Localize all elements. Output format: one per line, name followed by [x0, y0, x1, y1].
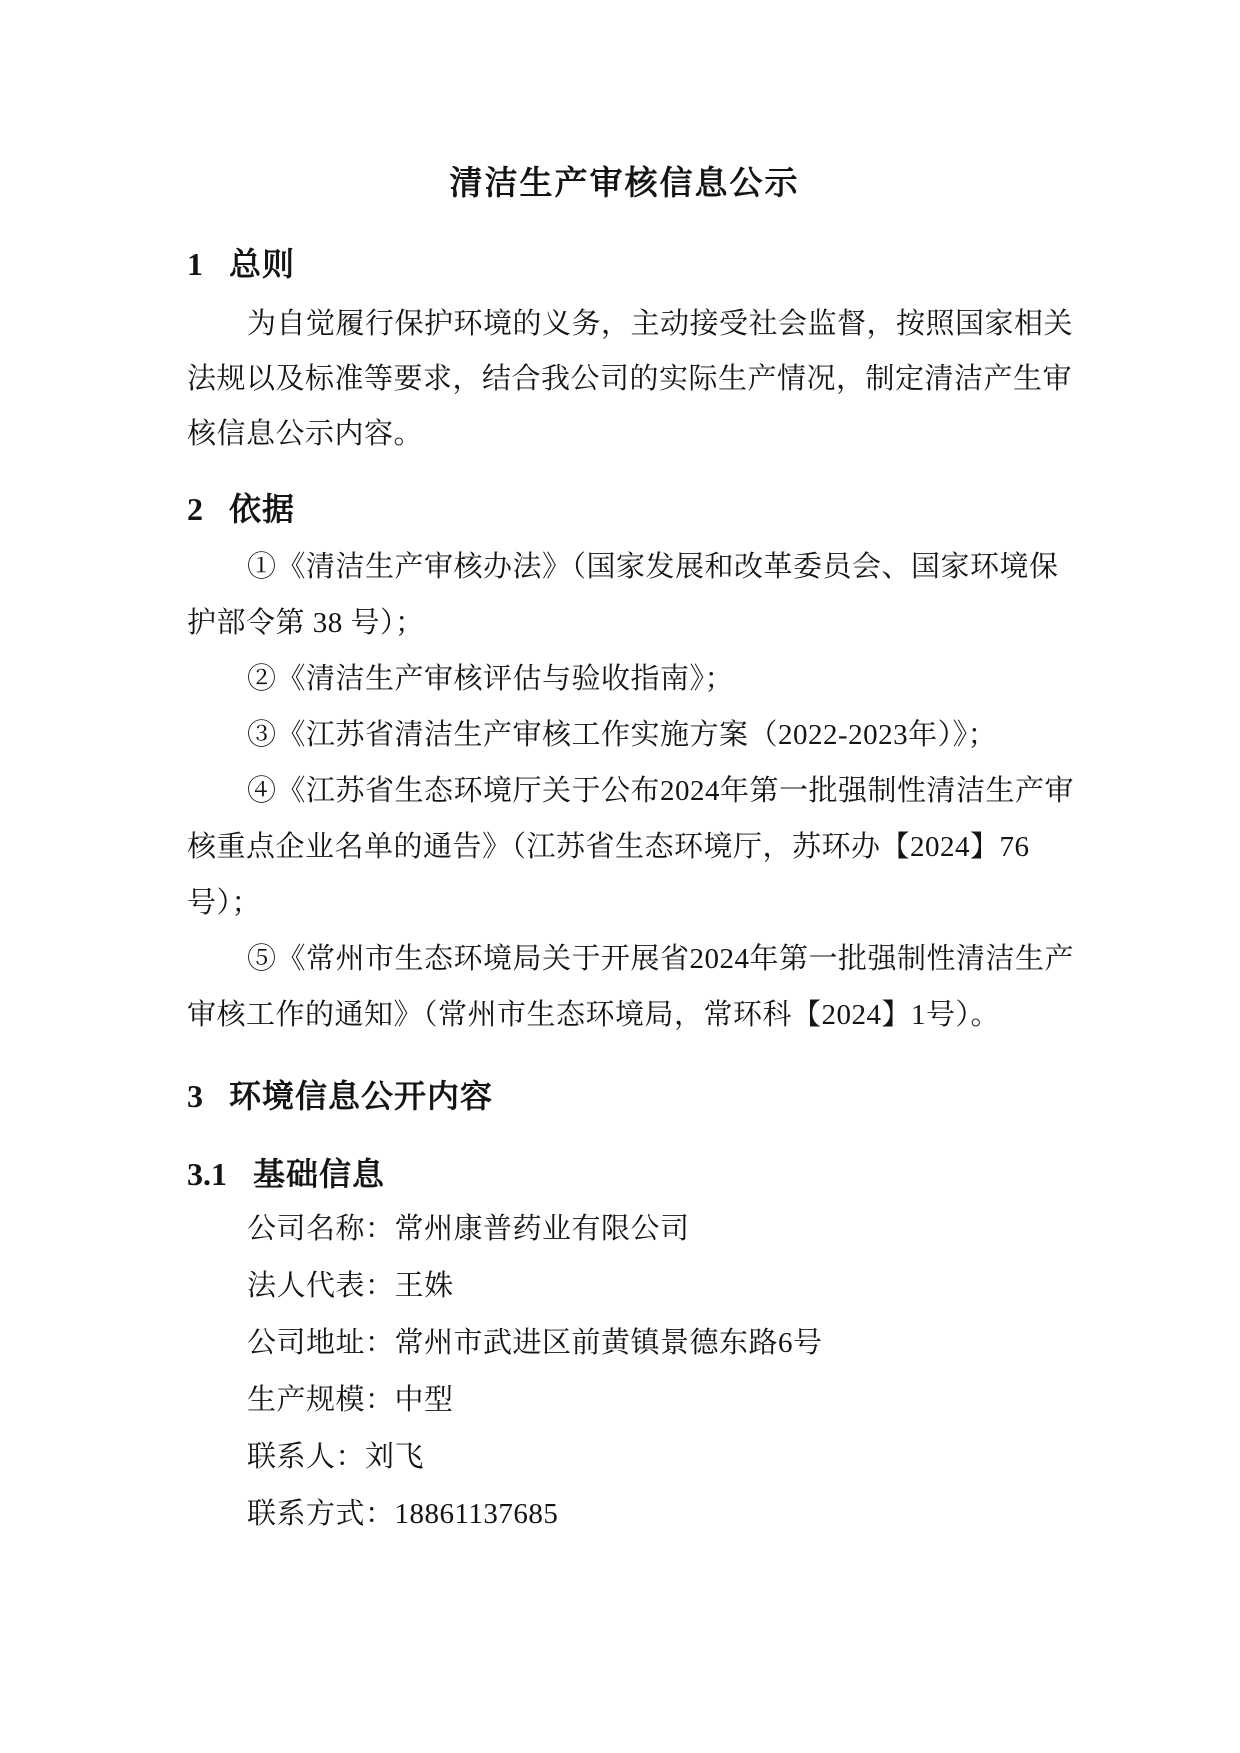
section-2-heading [187, 491, 1062, 527]
section-1-paragraph [187, 297, 1074, 462]
info-line-contact-person: 联系人：刘飞 [247, 1441, 425, 1473]
section-3-1-heading [187, 1156, 1062, 1192]
paragraph-line: 核信息公示内容。 [187, 418, 424, 450]
section-2-number: 2 [187, 491, 203, 527]
section-1-title: 总则 [229, 246, 296, 282]
company-info-list [187, 1201, 1062, 1543]
basis-line: ③《江苏省清洁生产审核工作实施方案（2022-2023年）》； [247, 719, 998, 751]
section-2-title: 依据 [229, 491, 296, 527]
info-line-company-address: 公司地址：常州市武进区前黄镇景德东路6号 [247, 1327, 823, 1359]
basis-line: 护部令第 38 号）； [187, 607, 425, 639]
info-line-company-name: 公司名称：常州康普药业有限公司 [247, 1213, 690, 1245]
paragraph-line: 为自觉履行保护环境的义务，主动接受社会监督，按照国家相关 [247, 308, 1074, 340]
basis-line: 号）； [187, 887, 262, 919]
basis-line: ④《江苏省生态环境厅关于公布2024年第一批强制性清洁生产审 [247, 775, 1075, 807]
basis-line: 核重点企业名单的通告》（江苏省生态环境厅，苏环办【2024】76 [187, 831, 1030, 863]
basis-line: ①《清洁生产审核办法》（国家发展和改革委员会、国家环境保 [247, 551, 1059, 583]
section-3-1-number: 3.1 [187, 1156, 227, 1192]
section-3-heading [187, 1078, 1062, 1114]
info-line-production-scale: 生产规模：中型 [247, 1384, 454, 1416]
section-1-heading [187, 246, 1062, 282]
section-1-number: 1 [187, 246, 203, 282]
section-3-1-title: 基础信息 [253, 1156, 386, 1192]
document-title: 清洁生产审核信息公示 [449, 164, 800, 201]
section-3-number: 3 [187, 1078, 203, 1114]
basis-list [187, 539, 1075, 1043]
basis-line: 审核工作的通知》（常州市生态环境局，常环科【2024】1号）。 [187, 999, 1001, 1031]
section-3-title: 环境信息公开内容 [229, 1078, 494, 1114]
info-line-contact-phone: 联系方式：18861137685 [247, 1498, 559, 1530]
info-line-legal-representative: 法人代表：王姝 [247, 1270, 454, 1302]
basis-line: ⑤《常州市生态环境局关于开展省2024年第一批强制性清洁生产 [247, 943, 1075, 975]
basis-line: ②《清洁生产审核评估与验收指南》； [247, 663, 735, 695]
paragraph-line: 法规以及标准等要求，结合我公司的实际生产情况，制定清洁产生审 [187, 363, 1073, 395]
